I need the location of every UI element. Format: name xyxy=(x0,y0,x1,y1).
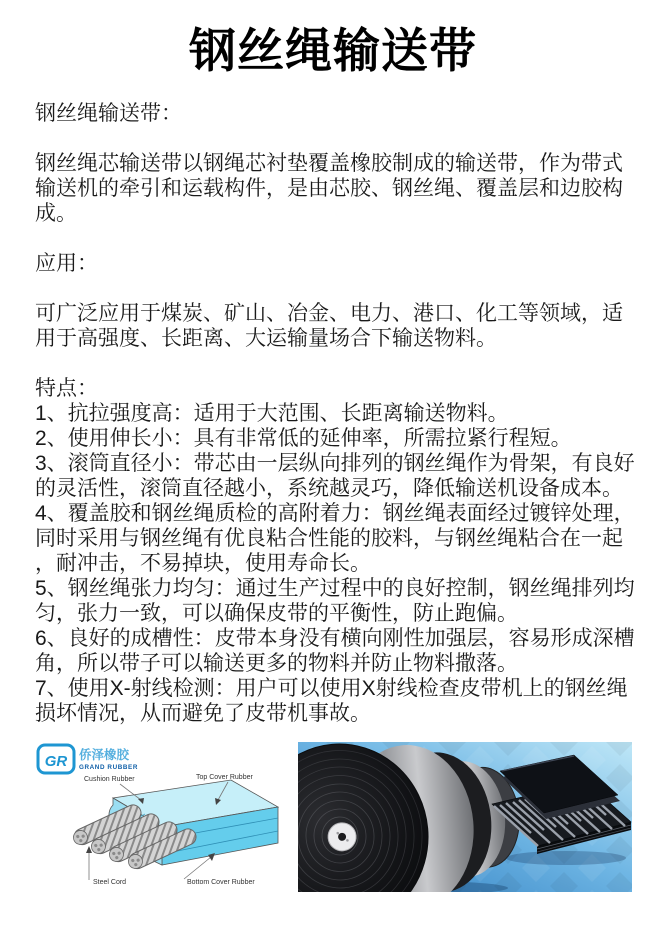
top-cover-rubber-label: Top Cover Rubber xyxy=(196,774,253,781)
intro-label: 钢丝绳输送带： xyxy=(35,102,182,125)
belt-product-photo xyxy=(298,742,632,892)
features-label: 特点： xyxy=(35,377,98,400)
application-label: 应用： xyxy=(35,252,98,275)
grand-rubber-logo xyxy=(38,745,138,773)
cushion-rubber-label: Cushion Rubber xyxy=(84,776,135,783)
belt-structure-diagram xyxy=(35,742,285,894)
feature-item-1: 1、抗拉强度高：适用于大范围、长距离输送物料。 xyxy=(35,402,509,425)
feature-item-2: 2、使用伸长小：具有非常低的延伸率，所需拉紧行程短。 xyxy=(35,427,572,450)
article-body xyxy=(0,101,666,726)
sample-shadow xyxy=(506,851,626,865)
logo-monogram: GR xyxy=(44,753,68,770)
logo-name-cn: 侨泽橡胶 xyxy=(79,748,130,762)
product-images-row xyxy=(0,742,666,894)
feature-item-7: 7、使用X-射线检测：用户可以使用X射线检查皮带机上的钢丝绳损坏情况，从而避免了皮带机事故。 xyxy=(35,677,628,725)
intro-paragraph: 钢丝绳芯输送带以钢绳芯衬垫覆盖橡胶制成的输送带，作为带式输送机的牵引和运载构件，是由芯胶、钢丝绳、覆盖层和边胶构成。 xyxy=(35,152,623,225)
application-paragraph: 可广泛应用于煤炭、矿山、冶金、电力、港口、化工等领域，适用于高强度、长距离、大运输量场合下输送物料。 xyxy=(35,302,623,350)
page-title: 钢丝绳输送带 xyxy=(189,24,477,77)
belt-block-illustration xyxy=(71,780,278,872)
logo-name-en: GRAND RUBBER xyxy=(79,764,138,771)
feature-item-3: 3、滚筒直径小：带芯由一层纵向排列的钢丝绳作为骨架，有良好的灵活性，滚筒直径越小，系统越灵巧，降低输送机设备成本。 xyxy=(35,452,635,500)
bottom-cover-rubber-label: Bottom Cover Rubber xyxy=(187,879,255,886)
feature-item-4: 4、覆盖胶和钢丝绳质检的高附着力：钢丝绳表面经过镀锌处理，同时采用与钢丝绳有优良粘合性能的胶料，与钢丝绳粘合在一起，耐冲击，不易掉块，使用寿命长。 xyxy=(35,502,635,575)
steel-cord-label: Steel Cord xyxy=(93,879,127,886)
feature-item-6: 6、良好的成槽性：皮带本身没有横向刚性加强层，容易形成深槽角，所以带子可以输送更多的物料并防止物料撒落。 xyxy=(35,627,635,675)
feature-item-5: 5、钢丝绳张力均匀：通过生产过程中的良好控制，钢丝绳排列均匀，张力一致，可以确保皮带的平衡性，防止跑偏。 xyxy=(35,577,635,625)
